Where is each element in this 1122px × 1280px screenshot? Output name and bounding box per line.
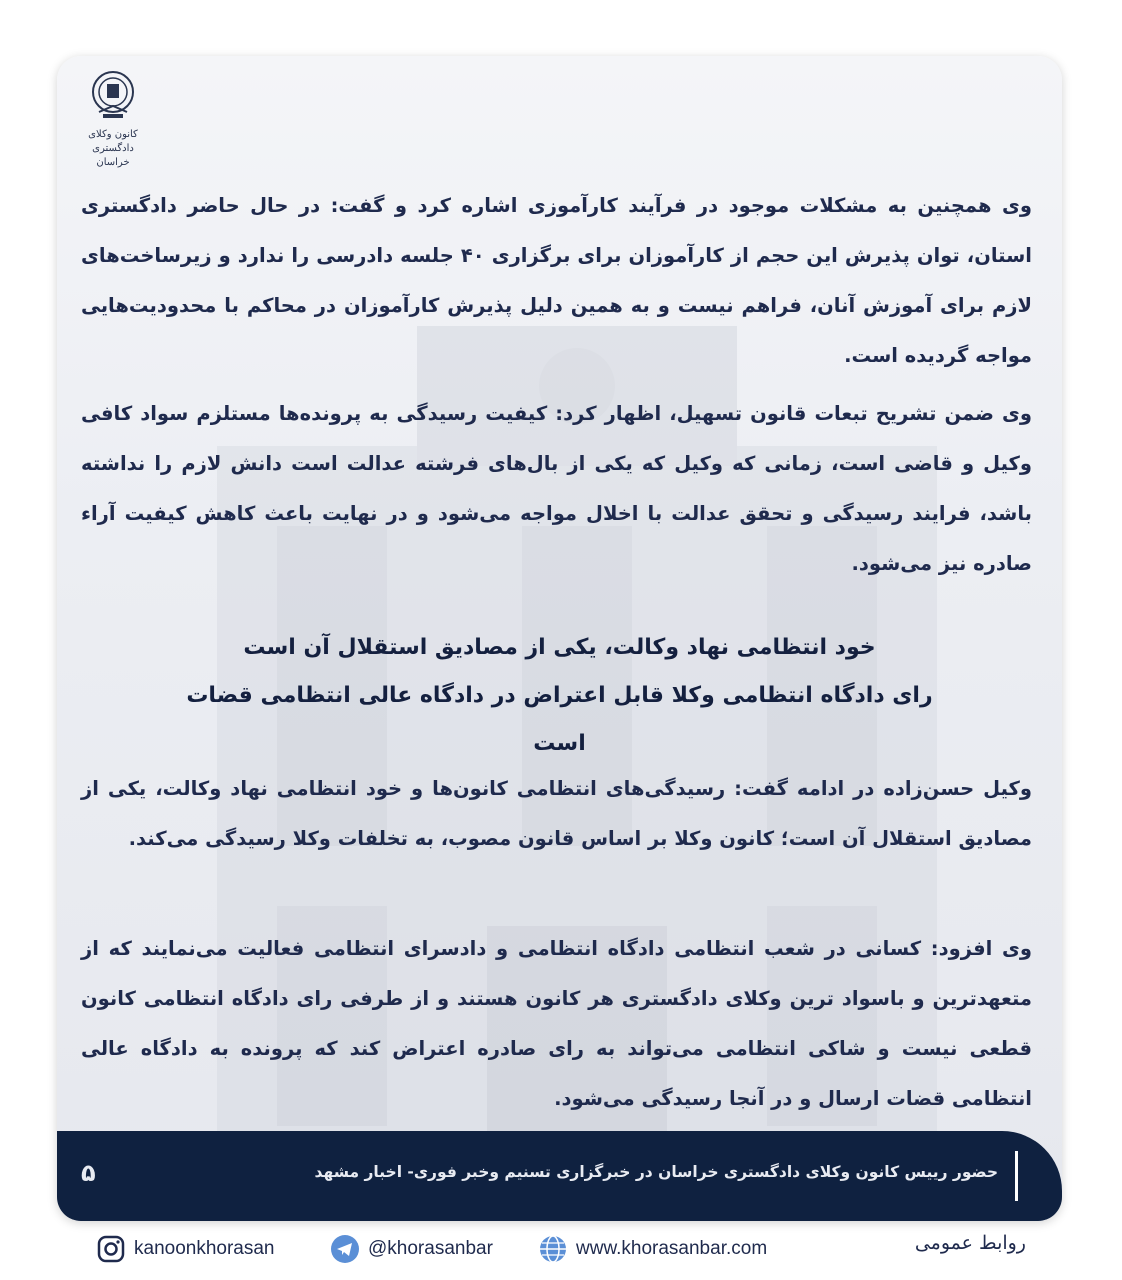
emblem-icon bbox=[89, 68, 137, 120]
paragraph-4: وی افزود: کسانی در شعب انتظامی دادگاه انتظامی و دادسرای انتظامی فعالیت می‌نمایند که از متعهدترین و باسواد ترین وکلای دادگستری هر کانون هستند و از طرفی رای دادگاه انتظامی کانون قطعی نیست و شاکی انتظامی می‌تواند به رای صادره اعتراض کند که پرونده به دادگاه عالی انتظامی قضات ارسال و در آنجا رسیدگی می‌شود. bbox=[81, 937, 1032, 1110]
telegram-icon bbox=[330, 1234, 360, 1264]
footer-bar bbox=[57, 1131, 1062, 1221]
paragraph-1: وی همچنین به مشکلات موجود در فرآیند کارآموزی اشاره کرد و گفت: در حال حاضر دادگستری استان، توان پذیرش این حجم از کارآموزان برای برگزاری ۴۰ جلسه دادرسی را ندارد و زیرساخت‌های لازم برای آموزش آنان، فراهم نیست و به همین دلیل پذیرش کارآموزان در محاکم با محدودیت‌هایی مواجه گردیده است. bbox=[81, 194, 1032, 367]
website-url: www.khorasanbar.com bbox=[576, 1238, 768, 1259]
headline-line-1: خود انتظامی نهاد وکالت، یکی از مصادیق استقلال آن است bbox=[243, 635, 876, 660]
globe-icon bbox=[538, 1234, 568, 1264]
page-number: ۵ bbox=[81, 1159, 96, 1187]
bar-association-logo bbox=[81, 68, 145, 170]
instagram-handle: kanoonkhorasan bbox=[134, 1238, 275, 1259]
footer-caption: حضور رییس کانون وکلای دادگستری خراسان در خبرگزاری تسنیم وخبر فوری- اخبار مشهد bbox=[314, 1163, 998, 1181]
page-card bbox=[57, 56, 1062, 1221]
logo-caption-line1: کانون وکلای دادگستری bbox=[88, 129, 138, 154]
logo-caption-line2: خراسان bbox=[96, 157, 130, 168]
website-link[interactable] bbox=[538, 1232, 767, 1266]
instagram-icon bbox=[96, 1234, 126, 1264]
section-headline bbox=[157, 624, 962, 768]
public-relations-label: روابط عمومی bbox=[914, 1232, 1026, 1254]
paragraph-3: وکیل حسن‌زاده در ادامه گفت: رسیدگی‌های انتظامی کانون‌ها و خود انتظامی نهاد وکالت، یکی از مصادیق استقلال آن است؛ کانون وکلا بر اساس قانون مصوب، به تخلفات وکلا رسیدگی می‌کند. bbox=[81, 777, 1032, 850]
telegram-handle: @khorasanbar bbox=[368, 1238, 493, 1259]
logo-caption bbox=[81, 128, 145, 170]
paragraph-2: وی ضمن تشریح تبعات قانون تسهیل، اظهار کرد: کیفیت رسیدگی به پرونده‌ها مستلزم سواد کافی وکیل و قاضی است، زمانی که وکیل که یکی از بال‌های فرشته عدالت است دانش لازم را نداشته باشد، فرایند رسیدگی و تحقق عدالت با اخلال مواجه می‌شود و در نهایت باعث کاهش کیفیت آراء صادره نیز می‌شود. bbox=[81, 402, 1032, 575]
telegram-link[interactable] bbox=[330, 1232, 493, 1266]
headline-line-2: رای دادگاه انتظامی وکلا قابل اعتراض در دادگاه عالی انتظامی قضات است bbox=[186, 683, 933, 756]
instagram-link[interactable] bbox=[96, 1232, 275, 1266]
footer-divider bbox=[1015, 1151, 1018, 1201]
